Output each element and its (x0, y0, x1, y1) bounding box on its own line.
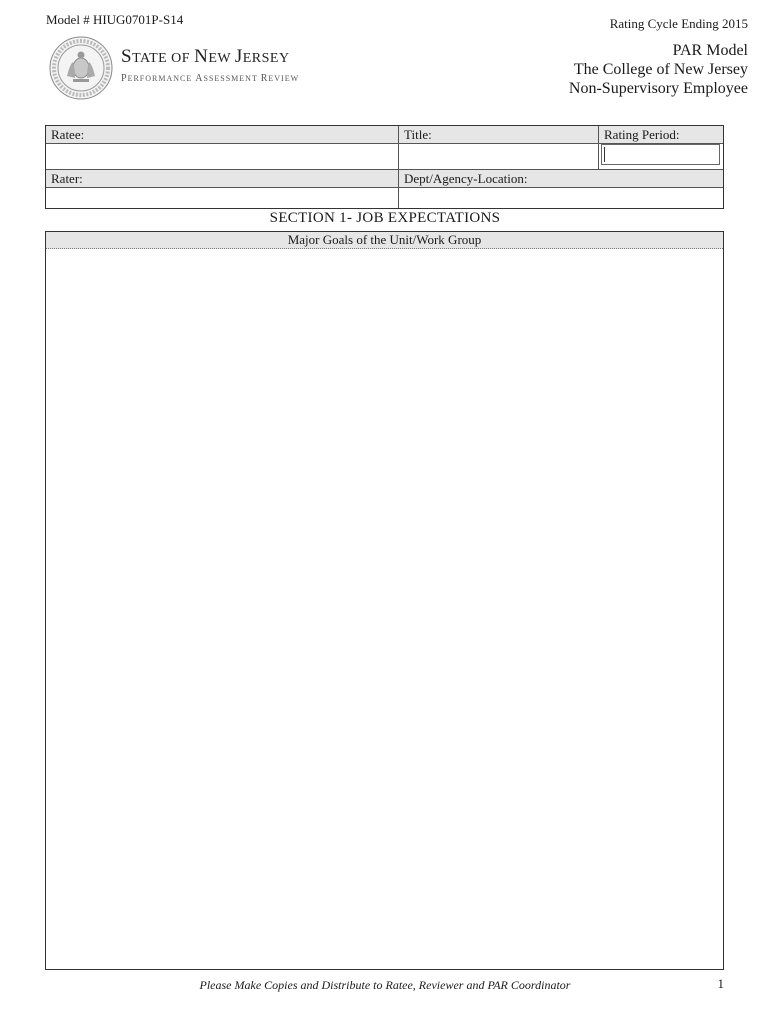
rating-period-label: Rating Period: (599, 126, 723, 144)
rating-period-field[interactable] (601, 144, 720, 165)
form-identity (569, 41, 748, 98)
major-goals-field[interactable] (46, 249, 723, 969)
title-label: Title: (399, 126, 598, 144)
ratee-field[interactable] (46, 144, 398, 169)
page-number: 1 (717, 976, 724, 991)
section-title: SECTION 1- JOB EXPECTATIONS (269, 210, 501, 226)
dept-agency-location-label: Dept/Agency-Location: (399, 170, 723, 188)
column-divider (598, 126, 599, 169)
major-goals-header: Major Goals of the Unit/Work Group (46, 232, 723, 249)
ratee-label: Ratee: (46, 126, 398, 144)
performance-assessment-review-subtitle: PERFORMANCE ASSESSMENT REVIEW (121, 73, 300, 84)
major-goals-box (45, 231, 724, 970)
college-line: The College of New Jersey (573, 61, 748, 78)
title-field[interactable] (399, 144, 598, 169)
footer-note: Please Make Copies and Distribute to Ratee, Reviewer and PAR Coordinator (199, 978, 571, 992)
par-model-line: PAR Model (672, 42, 748, 59)
dept-agency-location-field[interactable] (399, 188, 723, 208)
rater-field[interactable] (46, 188, 398, 208)
employee-type-line: Non-Supervisory Employee (568, 80, 748, 97)
rater-label: Rater: (46, 170, 398, 188)
state-title: STATE OF NEW JERSEY (121, 46, 290, 67)
model-number: Model # HIUG0701P-S14 (46, 12, 184, 27)
rating-cycle: Rating Cycle Ending 2015 (609, 16, 748, 31)
employee-info-table (45, 125, 724, 209)
state-seal-icon (49, 36, 113, 100)
column-divider (398, 126, 399, 208)
